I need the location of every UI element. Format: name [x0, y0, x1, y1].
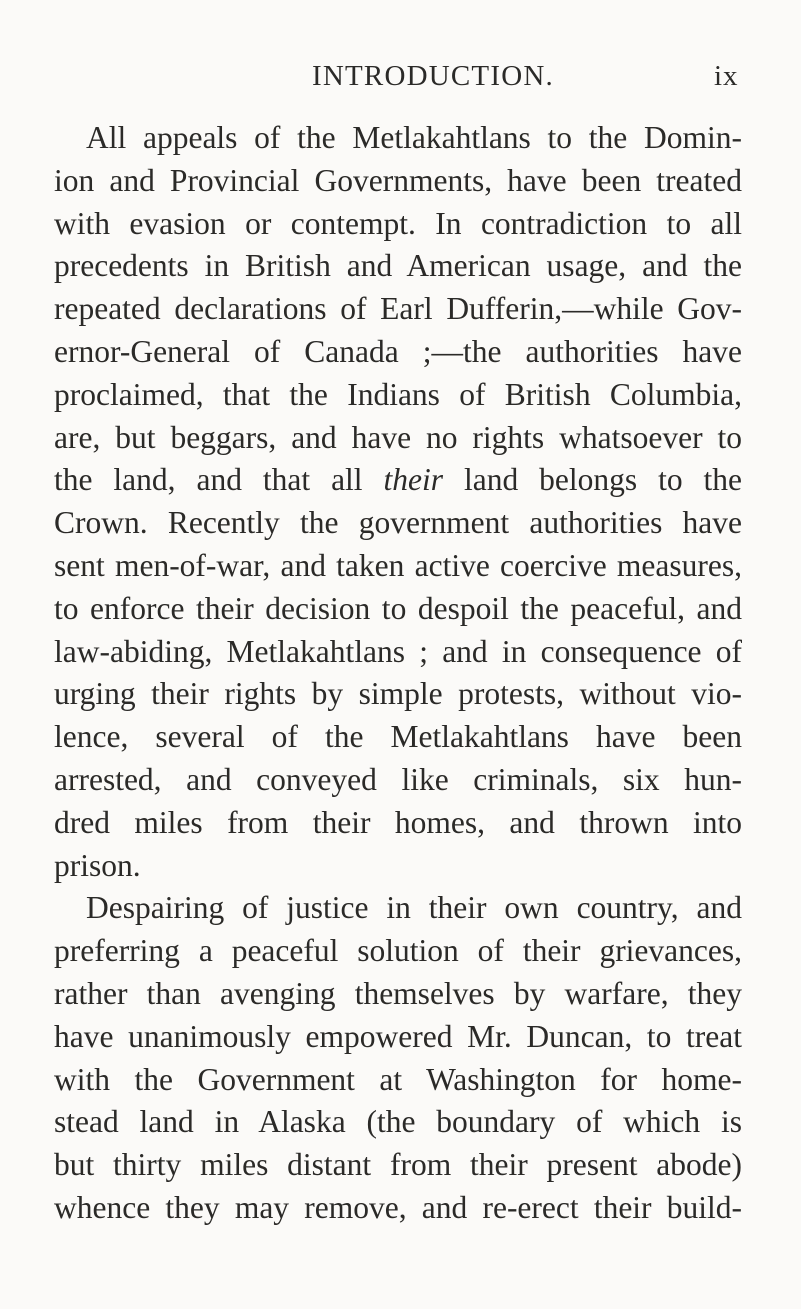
text-line: prison. — [54, 847, 141, 883]
text-line: stead land in Alaska (the boundary of which is — [54, 1104, 742, 1140]
text-line: have unanimously empowered Mr. Duncan, to treat — [54, 1018, 742, 1054]
text-line: dred miles from their homes, and thrown into — [54, 804, 742, 840]
text-line: lence, several of the Metlakahtlans have been — [54, 719, 742, 755]
text-line: All appeals of the Metlakahtlans to the Domin- — [86, 120, 742, 155]
text-line: whence they may remove, and re-erect their build- — [54, 1189, 742, 1225]
running-title: INTRODUCTION. — [312, 60, 554, 92]
body-text — [54, 117, 742, 1230]
text-line: precedents in British and American usage, and the — [54, 248, 742, 284]
text-line: but thirty miles distant from their present abode) — [54, 1147, 742, 1183]
text-line: with evasion or contempt. In contradiction to all — [54, 205, 742, 241]
text-line: sent men-of-war, and taken active coercive measures, — [54, 547, 742, 583]
italic-word: their — [383, 462, 444, 498]
text-line: ion and Provincial Governments, have been treated — [54, 162, 742, 198]
text-line: preferring a peaceful solution of their grievances, — [54, 933, 742, 969]
text-line: Crown. Recently the government authorities have — [54, 505, 742, 541]
text-line: are, but beggars, and have no rights whatsoever to — [54, 419, 742, 455]
text-line: repeated declarations of Earl Dufferin,—while Gov- — [54, 291, 742, 327]
text-line: arrested, and conveyed like criminals, six hun- — [54, 761, 742, 797]
text-line: proclaimed, that the Indians of British Columbia, — [54, 376, 742, 412]
text-line: Despairing of justice in their own country, and — [86, 890, 742, 926]
text-run: the land, and that all — [54, 462, 384, 498]
text-line — [54, 459, 742, 502]
text-line: ernor-General of Canada ;—the authorities have — [54, 333, 742, 369]
page-number: ix — [714, 60, 739, 92]
text-line: with the Government at Washington for home- — [54, 1061, 742, 1097]
running-head — [0, 62, 801, 102]
text-run: land belongs to the — [443, 462, 742, 498]
text-line: to enforce their decision to despoil the peaceful, and — [54, 590, 742, 626]
text-line: law-abiding, Metlakahtlans ; and in consequence of — [54, 633, 742, 669]
text-line: rather than avenging themselves by warfare, they — [54, 975, 742, 1011]
text-line: urging their rights by simple protests, without vio- — [54, 676, 742, 712]
